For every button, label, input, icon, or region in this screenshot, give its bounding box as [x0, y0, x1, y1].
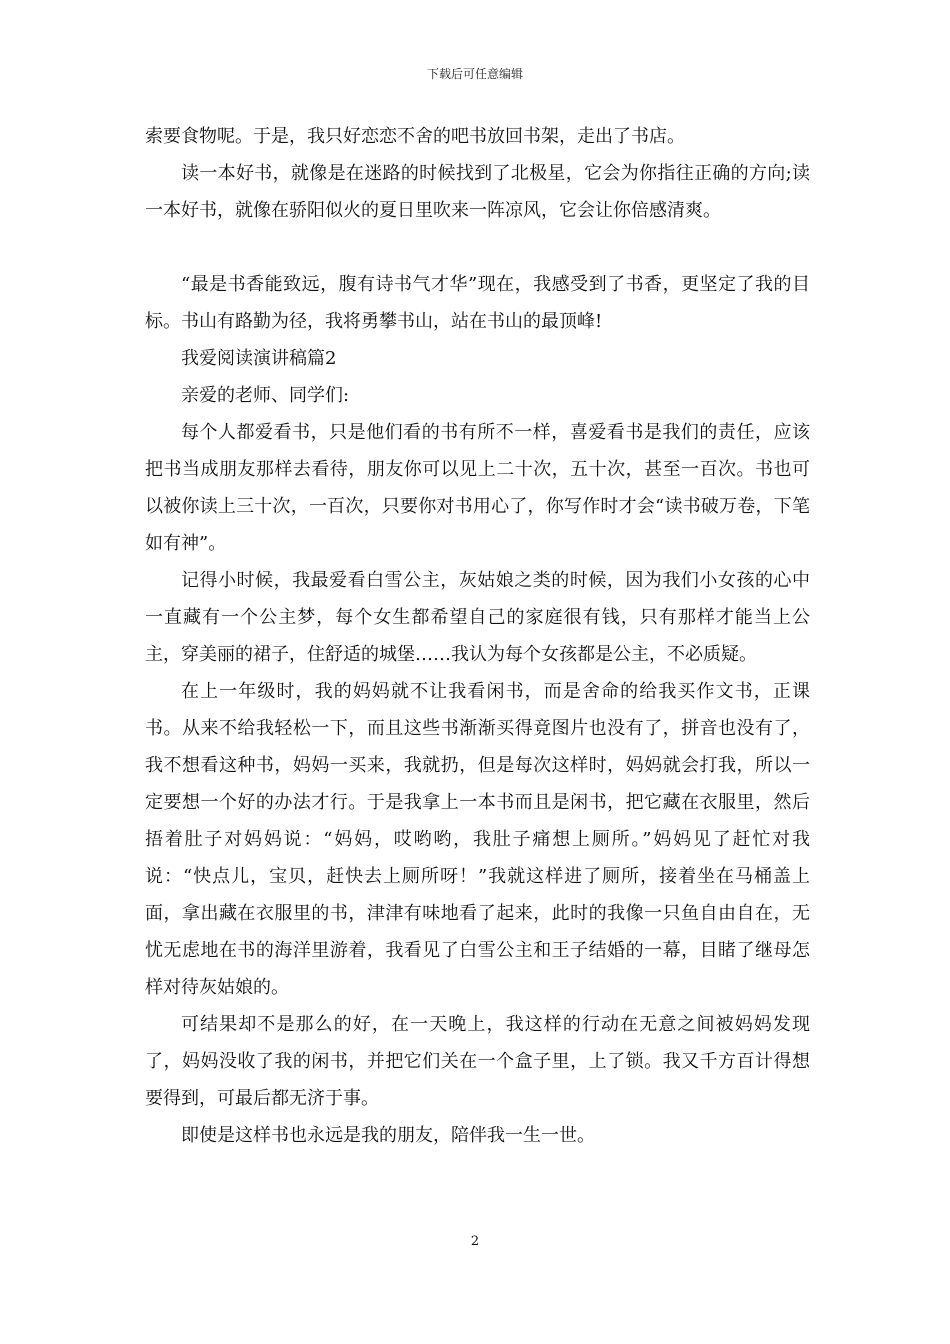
paragraph: 即使是这样书也永远是我的朋友，陪伴我一生一世。	[181, 1125, 595, 1146]
page-header: 下载后可任意编辑	[426, 67, 523, 81]
paragraph: 在上一年级时，我的妈妈就不让我看闲书，而是舍命的给我买作文书，正课书。从来不给我轻松一下，而且这些书渐渐买得竟图片也没有了，拼音也没有了，我不想看这种书，妈妈一买来，我就扔，但是每次这样时，妈妈就会打我，所以一定要想一个好的办法才行。于是我拿上一本书而且是闲书，把它藏在衣服里，然后捂着肚子对妈妈说：“妈妈，哎哟哟，我肚子痛想上厕所。”妈妈见了赶忙对我说：“快点儿，宝贝，赶快去上厕所呀！”我就这样进了厕所，接着坐在马桶盖上面，拿出藏在衣服里的书，津津有味地看了起来，此时的我像一只鱼自由自在，无忧无虑地在书的海洋里游着，我看见了白雪公主和王子结婚的一幕，目睹了继母怎样对待灰姑娘的。	[145, 681, 810, 998]
blank-line	[145, 229, 810, 266]
paragraph-continuation: 索要食物呢。于是，我只好恋恋不舍的吧书放回书架，走出了书店。	[145, 126, 685, 147]
document-body	[145, 118, 810, 1154]
paragraph: “最是书香能致远，腹有诗书气才华”现在，我感受到了书香，更坚定了我的目标。书山有路勤为径，我将勇攀书山，站在书山的最顶峰!	[145, 274, 810, 332]
paragraph: 每个人都爱看书，只是他们看的书有所不一样，喜爱看书是我们的责任，应该把书当成朋友那样去看待，朋友你可以见上二十次，五十次，甚至一百次。书也可以被你读上三十次，一百次，只要你对书用心了，你写作时才会“读书破万卷，下笔如有神”。	[145, 422, 810, 554]
paragraph: 读一本好书，就像是在迷路的时候找到了北极星，它会为你指往正确的方向;读一本好书，就像在骄阳似火的夏日里吹来一阵凉风，它会让你倍感清爽。	[145, 163, 810, 221]
page-number: 2	[470, 1234, 480, 1249]
paragraph: 记得小时候，我最爱看白雪公主，灰姑娘之类的时候，因为我们小女孩的心中一直藏有一个公主梦，每个女生都希望自己的家庭很有钱，只有那样才能当上公主，穿美丽的裙子，住舒适的城堡……我认为每个女孩都是公主，不必质疑。	[145, 570, 810, 665]
paragraph: 可结果却不是那么的好，在一天晚上，我这样的行动在无意之间被妈妈发现了，妈妈没收了我的闲书，并把它们关在一个盒子里，上了锁。我又千方百计得想要得到，可最后都无济于事。	[145, 1014, 810, 1109]
section-heading: 我爱阅读演讲稿篇2	[181, 348, 337, 369]
salutation: 亲爱的老师、同学们:	[181, 385, 350, 406]
